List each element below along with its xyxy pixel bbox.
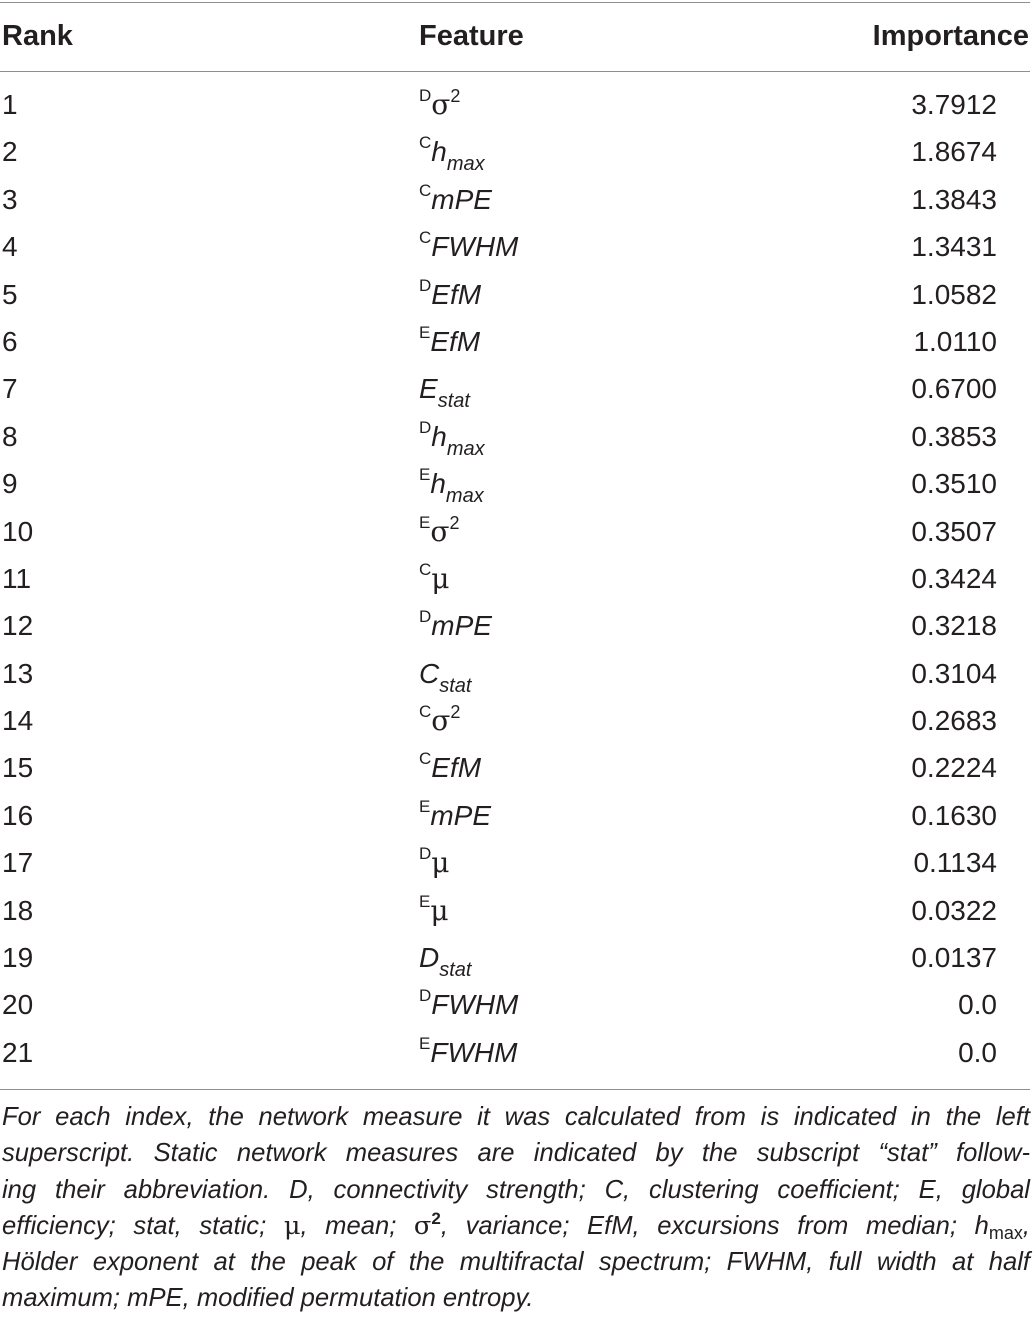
feature-symbol: mPE: [431, 610, 492, 642]
importance-cell: 0.0: [958, 989, 997, 1021]
feature-symbol: mPE: [430, 799, 492, 831]
feature-exponent: 2: [449, 512, 460, 533]
table-row: [0, 412, 1033, 459]
table-row: [0, 1028, 1033, 1075]
importance-cell: 0.2224: [911, 752, 997, 784]
table-row: [0, 364, 1033, 411]
feature-symbol: FWHM: [430, 1036, 518, 1068]
footnote-line: [2, 1208, 1030, 1244]
feature-cell: [419, 554, 449, 604]
rank-cell: 16: [2, 799, 34, 831]
feature-cell: [419, 933, 471, 983]
feature-symbol: h: [431, 420, 447, 452]
feature-symbol: h: [431, 136, 447, 168]
rank-cell: 4: [2, 231, 18, 263]
rank-cell: 20: [2, 989, 34, 1021]
feature-symbol: C: [419, 657, 440, 689]
feature-left-superscript: D: [419, 986, 432, 1006]
feature-left-superscript: C: [419, 749, 432, 769]
feature-symbol: μ: [431, 846, 450, 880]
feature-symbol: FWHM: [431, 231, 519, 263]
column-header-feature: Feature: [419, 20, 524, 52]
feature-cell: [419, 743, 481, 793]
footnote-line: For each index, the network measure it was calculated from is indicated in the left: [2, 1103, 1030, 1131]
feature-symbol: mPE: [431, 183, 492, 215]
feature-cell: [419, 649, 471, 699]
table-row: [0, 270, 1033, 317]
feature-left-superscript: C: [419, 559, 432, 579]
importance-cell: 0.3218: [911, 610, 997, 642]
feature-cell: [419, 696, 460, 746]
importance-cell: 1.0110: [913, 325, 997, 357]
table-row: [0, 649, 1033, 696]
feature-left-superscript: C: [419, 133, 432, 153]
feature-subscript: max: [445, 485, 484, 508]
footnote-text: , mean;: [300, 1211, 414, 1240]
feature-symbol: μ: [430, 893, 449, 927]
importance-cell: 1.3431: [911, 231, 997, 263]
table-row: [0, 507, 1033, 554]
footnote-subscript: max: [988, 1222, 1023, 1243]
feature-subscript: stat: [439, 674, 472, 697]
table-row: [0, 980, 1033, 1027]
rank-cell: 9: [2, 468, 18, 500]
table-row: [0, 317, 1033, 364]
rank-cell: 1: [2, 89, 18, 120]
rank-cell: 6: [2, 325, 18, 357]
table-row: [0, 933, 1033, 980]
feature-cell: [419, 80, 460, 130]
feature-cell: [419, 507, 459, 557]
feature-left-superscript: E: [419, 1033, 431, 1053]
footnote-superscript: 2: [431, 1208, 441, 1228]
importance-cell: 0.3507: [911, 515, 997, 547]
feature-cell: [419, 175, 492, 225]
feature-left-superscript: D: [419, 844, 432, 864]
importance-cell: 0.0322: [911, 894, 997, 926]
table-row: [0, 886, 1033, 933]
footnote-symbol-mu: μ: [283, 1210, 301, 1241]
feature-symbol: EfM: [430, 325, 481, 357]
table-row: [0, 175, 1033, 222]
importance-cell: 0.3104: [911, 657, 997, 689]
feature-left-superscript: E: [419, 512, 431, 532]
feature-subscript: stat: [439, 959, 472, 982]
importance-cell: 0.1134: [913, 847, 997, 879]
feature-left-superscript: C: [419, 228, 432, 248]
rank-cell: 19: [2, 942, 34, 974]
table-bottom-rule: [0, 1089, 1030, 1090]
importance-cell: 1.3843: [911, 183, 997, 215]
feature-left-superscript: C: [419, 702, 432, 722]
table-body: [0, 80, 1033, 1075]
rank-cell: 18: [2, 894, 34, 926]
feature-cell: [419, 838, 449, 888]
importance-cell: 0.6700: [911, 373, 997, 405]
footnote-symbol-h: h: [974, 1211, 989, 1240]
table-row: [0, 743, 1033, 790]
feature-left-superscript: E: [419, 322, 431, 342]
table-footnote: [2, 1099, 1030, 1317]
feature-left-superscript: D: [419, 86, 432, 105]
rank-cell: 3: [2, 183, 18, 215]
importance-cell: 0.0: [958, 1036, 997, 1068]
importance-cell: 0.3853: [911, 420, 997, 452]
feature-symbol: σ: [430, 514, 450, 548]
feature-subscript: max: [446, 437, 485, 460]
table-row: [0, 601, 1033, 648]
feature-left-superscript: E: [419, 465, 431, 485]
rank-cell: 14: [2, 705, 34, 737]
rank-cell: 2: [2, 136, 18, 168]
table-row: [0, 696, 1033, 743]
feature-cell: [419, 412, 485, 462]
rank-cell: 13: [2, 657, 34, 689]
feature-symbol: σ: [431, 704, 451, 738]
feature-subscript: stat: [437, 390, 470, 413]
feature-cell: [419, 791, 491, 841]
rank-cell: 17: [2, 847, 34, 879]
feature-left-superscript: D: [419, 417, 432, 437]
feature-symbol: D: [419, 942, 440, 974]
table-row: [0, 838, 1033, 885]
footnote-text: efficiency; stat, static;: [2, 1211, 284, 1240]
rank-cell: 10: [2, 515, 34, 547]
rank-cell: 12: [2, 610, 34, 642]
feature-cell: [419, 127, 485, 177]
importance-cell: 3.7912: [911, 89, 997, 120]
rank-cell: 11: [2, 562, 32, 594]
rank-cell: 21: [2, 1036, 34, 1068]
feature-symbol: σ: [431, 88, 451, 121]
feature-exponent: 2: [450, 86, 461, 106]
table-row: [0, 80, 1033, 127]
feature-left-superscript: E: [419, 796, 431, 816]
importance-cell: 1.8674: [911, 136, 997, 168]
column-header-importance: Importance: [872, 20, 1029, 52]
feature-cell: [419, 886, 449, 936]
footnote-text: , variance; EfM, excursions from median;: [440, 1211, 975, 1240]
footnote-line: maximum; mPE, modified permutation entropy.: [2, 1284, 534, 1313]
importance-cell: 0.3424: [911, 562, 997, 594]
table-row: [0, 127, 1033, 174]
feature-subscript: max: [446, 153, 485, 176]
feature-cell: [419, 980, 518, 1030]
footnote-symbol-sigma: σ: [413, 1210, 432, 1241]
table-row: [0, 791, 1033, 838]
footnote-line: superscript. Static network measures are indicated by the subscript “stat” follow-: [2, 1139, 1030, 1168]
importance-cell: 0.0137: [911, 942, 997, 974]
feature-symbol: EfM: [431, 278, 482, 310]
feature-symbol: E: [419, 373, 438, 405]
table-row: [0, 222, 1033, 269]
importance-cell: 0.2683: [911, 705, 997, 737]
feature-cell: [419, 1028, 517, 1078]
rank-cell: 7: [2, 373, 18, 405]
feature-cell: [419, 601, 492, 651]
rank-cell: 15: [2, 752, 34, 784]
feature-cell: [419, 270, 481, 320]
feature-cell: [419, 364, 470, 414]
table-row: [0, 459, 1033, 506]
feature-symbol: EfM: [431, 752, 482, 784]
table-row: [0, 554, 1033, 601]
feature-left-superscript: C: [419, 180, 432, 200]
feature-symbol: FWHM: [431, 989, 519, 1021]
footnote-line: ing their abbreviation. D, connectivity strength; C, clustering coefficient; E, global: [2, 1175, 1030, 1204]
importance-cell: 0.3510: [911, 468, 997, 500]
feature-exponent: 2: [450, 702, 461, 723]
feature-left-superscript: E: [419, 891, 431, 911]
feature-cell: [419, 222, 518, 272]
footnote-line: Hölder exponent at the peak of the multifractal spectrum; FWHM, full width at half: [2, 1248, 1030, 1277]
feature-symbol: h: [430, 468, 446, 500]
column-header-rank: Rank: [2, 20, 73, 52]
rank-cell: 5: [2, 278, 18, 310]
feature-left-superscript: D: [419, 275, 432, 295]
importance-cell: 0.1630: [911, 799, 997, 831]
feature-cell: [419, 459, 484, 509]
table-header-rule: [0, 71, 1030, 72]
rank-cell: 8: [2, 420, 18, 452]
footnote-text: ,: [1022, 1211, 1031, 1240]
feature-left-superscript: D: [419, 607, 432, 627]
importance-cell: 1.0582: [911, 278, 997, 310]
feature-cell: [419, 317, 480, 367]
table-header: [0, 0, 1033, 72]
feature-symbol: μ: [431, 561, 450, 595]
